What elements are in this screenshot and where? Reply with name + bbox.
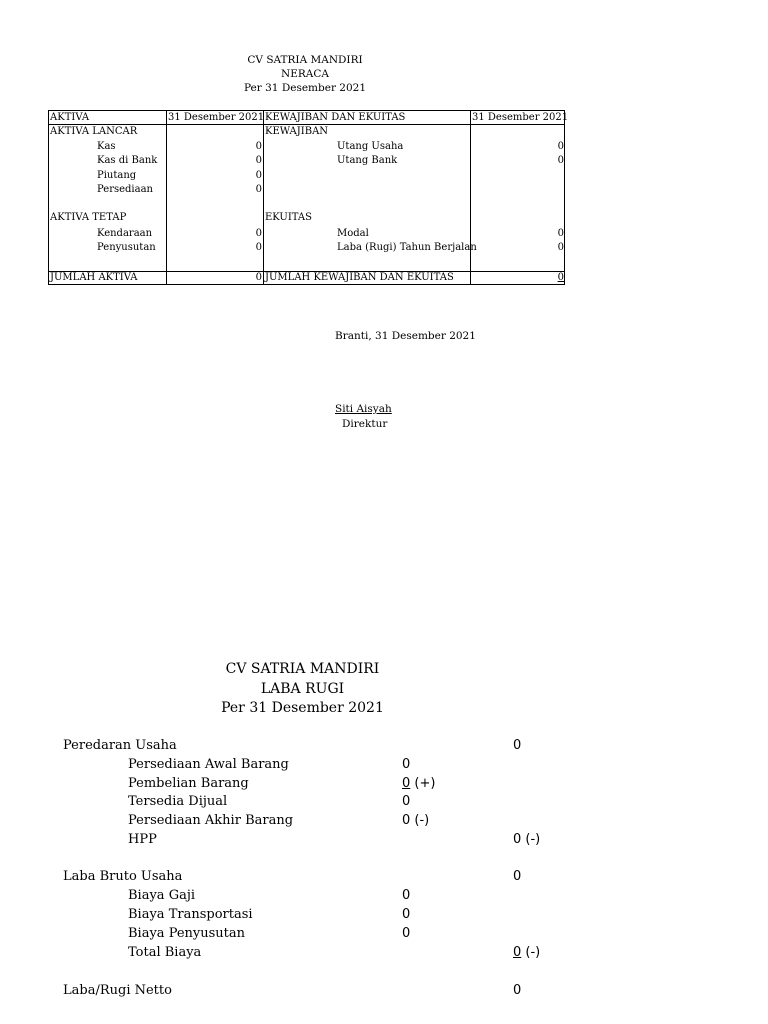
lr-pembelian-op: (+) bbox=[414, 776, 436, 791]
neraca-table bbox=[48, 110, 569, 285]
header-date-left: 31 Desember 2021 bbox=[168, 112, 265, 123]
lr-biaya-transportasi-label: Biaya Transportasi bbox=[128, 907, 253, 922]
lr-total-biaya-label: Total Biaya bbox=[128, 945, 202, 960]
signature-place-date: Branti, 31 Desember 2021 bbox=[335, 330, 476, 342]
neraca-period: Per 31 Desember 2021 bbox=[243, 82, 367, 94]
total-kewajiban-ekuitas-label: JUMLAH KEWAJIBAN DAN EKUITAS bbox=[265, 272, 454, 283]
lr-company: CV SATRIA MANDIRI bbox=[225, 661, 380, 677]
lr-biaya-gaji-label: Biaya Gaji bbox=[128, 888, 196, 903]
lr-persediaan-akhir-label: Persediaan Akhir Barang bbox=[128, 813, 294, 828]
lr-netto-label: Laba/Rugi Netto bbox=[63, 983, 172, 998]
row-value: 0 bbox=[557, 228, 564, 239]
lr-persediaan-awal-label: Persediaan Awal Barang bbox=[128, 757, 289, 772]
neraca-company: CV SATRIA MANDIRI bbox=[247, 54, 363, 66]
section-ekuitas: EKUITAS bbox=[265, 212, 312, 223]
lr-laba-bruto-value: 0 bbox=[513, 869, 522, 884]
row-value: 0 bbox=[557, 155, 564, 166]
row-value: 0 bbox=[255, 228, 262, 239]
header-aktiva: AKTIVA bbox=[50, 112, 90, 123]
header-divider bbox=[49, 124, 564, 125]
row-label: Piutang bbox=[97, 170, 137, 181]
lr-biaya-penyusutan-label: Biaya Penyusutan bbox=[128, 926, 246, 941]
col-divider bbox=[263, 111, 264, 284]
lr-hpp-op: (-) bbox=[525, 832, 541, 847]
lr-persediaan-akhir-value: 0 bbox=[402, 813, 411, 828]
lr-laba-bruto-label: Laba Bruto Usaha bbox=[63, 869, 183, 884]
lr-peredaran-value: 0 bbox=[513, 738, 522, 753]
row-label: Utang Bank bbox=[337, 155, 398, 166]
row-label: Modal bbox=[337, 228, 369, 239]
lr-biaya-transportasi-value: 0 bbox=[402, 907, 411, 922]
row-label: Laba (Rugi) Tahun Berjalan bbox=[337, 242, 477, 253]
total-aktiva-value: 0 bbox=[255, 272, 262, 283]
lr-persediaan-akhir-op: (-) bbox=[414, 813, 430, 828]
col-divider bbox=[470, 111, 471, 284]
lr-hpp-value: 0 bbox=[513, 832, 522, 847]
total-kewajiban-ekuitas-value: 0 bbox=[557, 272, 564, 283]
row-value: 0 bbox=[255, 141, 262, 152]
row-value: 0 bbox=[255, 242, 262, 253]
lr-total-biaya-value: 0 bbox=[513, 945, 522, 960]
row-value: 0 bbox=[255, 155, 262, 166]
header-date-right: 31 Desember 2021 bbox=[472, 112, 569, 123]
section-aktiva-tetap: AKTIVA TETAP bbox=[50, 212, 127, 223]
signature-position: Direktur bbox=[342, 418, 388, 430]
lr-period: Per 31 Desember 2021 bbox=[221, 700, 384, 716]
lr-pembelian-value: 0 bbox=[402, 776, 411, 791]
lr-total-biaya-op: (-) bbox=[525, 945, 541, 960]
row-value: 0 bbox=[255, 170, 262, 181]
lr-peredaran-label: Peredaran Usaha bbox=[63, 738, 177, 753]
lr-netto-value: 0 bbox=[513, 983, 522, 998]
row-label: Persediaan bbox=[97, 184, 153, 195]
lr-persediaan-akhir-amount bbox=[402, 813, 429, 828]
col-divider bbox=[166, 111, 167, 284]
lr-tersedia-label: Tersedia Dijual bbox=[128, 794, 228, 809]
total-aktiva-label: JUMLAH AKTIVA bbox=[50, 272, 138, 283]
signature-name: Siti Aisyah bbox=[335, 403, 392, 415]
lr-hpp-amount bbox=[513, 832, 540, 847]
lr-hpp-label: HPP bbox=[128, 832, 157, 847]
neraca-title: NERACA bbox=[281, 68, 329, 80]
section-kewajiban: KEWAJIBAN bbox=[265, 126, 329, 137]
row-label: Kendaraan bbox=[97, 228, 153, 239]
lr-pembelian-label: Pembelian Barang bbox=[128, 776, 249, 791]
lr-biaya-gaji-value: 0 bbox=[402, 888, 411, 903]
row-value: 0 bbox=[557, 242, 564, 253]
lr-title: LABA RUGI bbox=[260, 681, 345, 697]
row-value: 0 bbox=[557, 141, 564, 152]
row-label: Kas di Bank bbox=[97, 155, 158, 166]
lr-tersedia-value: 0 bbox=[402, 794, 411, 809]
lr-total-biaya-amount bbox=[513, 945, 540, 960]
section-aktiva-lancar: AKTIVA LANCAR bbox=[50, 126, 138, 137]
lr-persediaan-awal-value: 0 bbox=[402, 757, 411, 772]
header-kewajiban-ekuitas: KEWAJIBAN DAN EKUITAS bbox=[265, 112, 406, 123]
lr-pembelian-amount bbox=[402, 776, 435, 791]
lr-biaya-penyusutan-value: 0 bbox=[402, 926, 411, 941]
row-label: Utang Usaha bbox=[337, 141, 404, 152]
row-label: Penyusutan bbox=[97, 242, 156, 253]
row-label: Kas bbox=[97, 141, 116, 152]
row-value: 0 bbox=[255, 184, 262, 195]
